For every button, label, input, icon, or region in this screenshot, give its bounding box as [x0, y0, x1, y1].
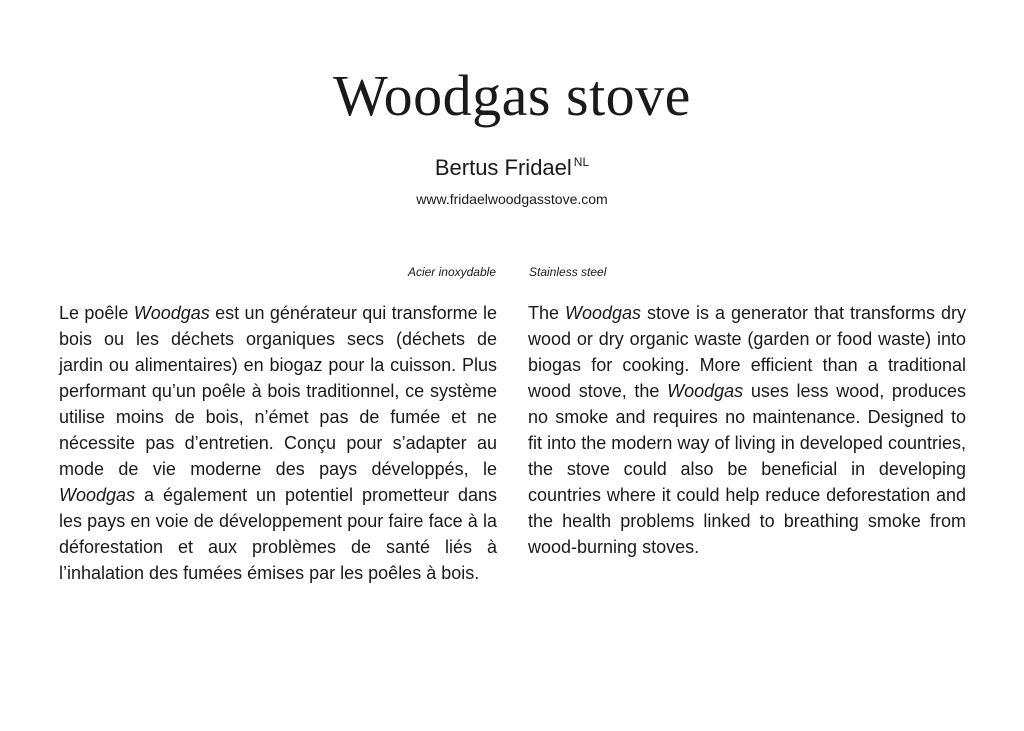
description-en	[528, 300, 966, 560]
website-url: www.fridaelwoodgasstove.com	[416, 191, 608, 207]
description-fr-emphasis: Woodgas	[59, 485, 136, 505]
author-country: NL	[573, 155, 590, 169]
description-en-part: The	[528, 303, 565, 323]
description-en-part: uses less wood, produces no smoke and requires no maintenance. Designed to fit into the modern way of living in developed countries, the stove could also be beneficial in developing countries where it could help reduce deforestation and the health problems linked to breathing smoke from wood-burning stoves.	[528, 381, 966, 557]
description-fr	[59, 300, 497, 586]
description-fr-part: Le poêle	[59, 303, 134, 323]
author-line	[0, 148, 1024, 182]
description-en-part: stove is a generator that transforms dry wood or dry organic waste (garden or food waste) into biogas for cooking. More efficient than a traditional wood stove, the	[528, 303, 966, 401]
description-en-emphasis: Woodgas	[565, 303, 642, 323]
page-title: Woodgas stove	[333, 63, 691, 128]
description-fr-part: a également un potentiel prometteur dans les pays en voie de développement pour faire face à la déforestation et aux problèmes de santé liés à l’inhalation des fumées émises par les poêles à bois.	[59, 485, 497, 583]
author-name: Bertus Fridael	[434, 155, 572, 180]
material-label-en: Stainless steel	[529, 265, 607, 279]
description-fr-emphasis: Woodgas	[133, 303, 210, 323]
description-en-emphasis: Woodgas	[667, 381, 744, 401]
description-fr-part: est un générateur qui transforme le bois ou les déchets organiques secs (déchets de jardin ou alimentaires) en biogaz pour la cuisson. Plus performant qu’un poêle à bois traditionnel, ce système utilise moins de bois, n’émet pas de fumée et ne nécessite pas d’entretien. Conçu pour s’adapter au mode de vie moderne des pays développés, le	[59, 303, 497, 479]
material-label-fr: Acier inoxydable	[407, 265, 496, 279]
